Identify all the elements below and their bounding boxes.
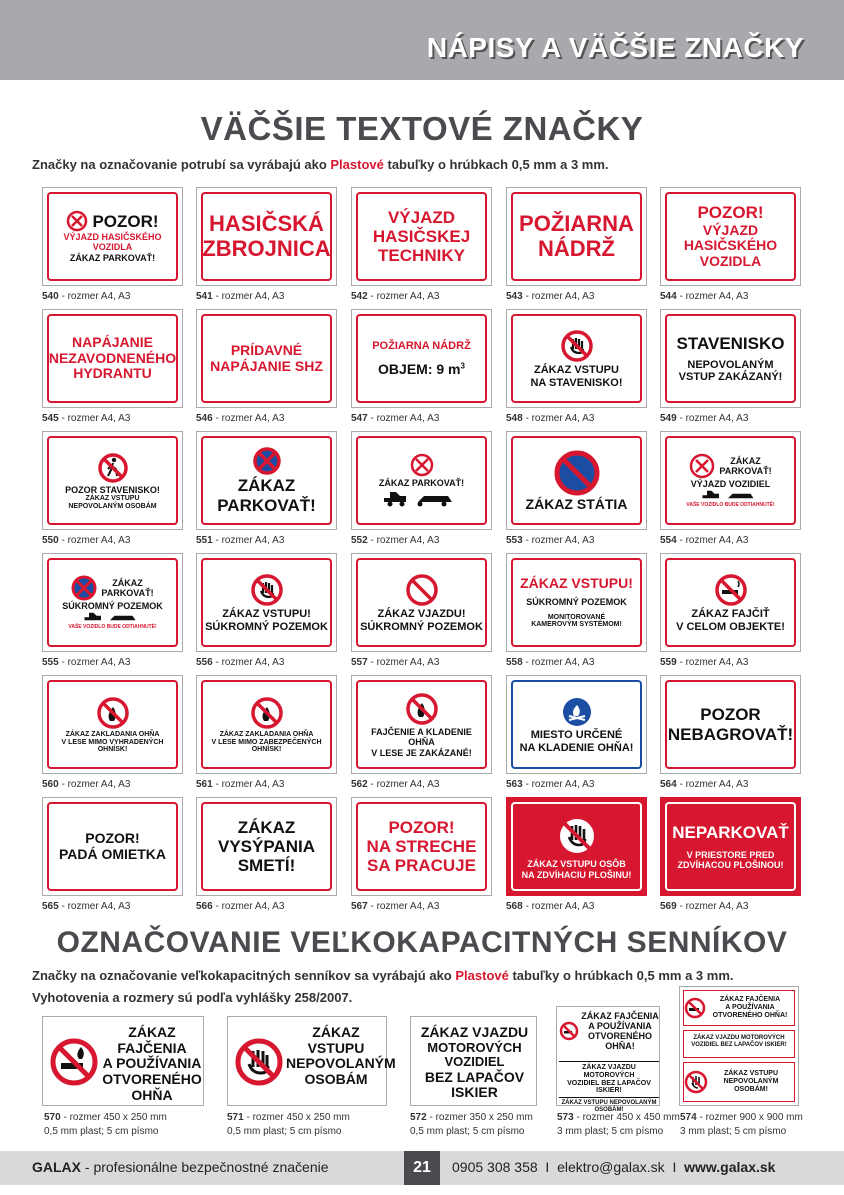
sign-571: ZÁKAZ VSTUPU NEPOVOLANÝM OSOBÁM [227,1016,387,1106]
caption-560: 560 - rozmer A4, A3 [42,779,131,790]
no-entry-icon [405,573,439,607]
sign-545: NAPÁJANIE NEZAVODNENÉHO HYDRANTU [42,309,183,408]
sign-573: ZÁKAZ FAJČENIA A POUŽÍVANIA OTVORENÉHO OHŇA! ZÁKAZ VJAZDU MOTOROVÝCH VOZIDIEL BEZ LAPAČOV ISKIER! ZÁKAZ VSTUPU NEPOVOLANÝM OSOBÁM! [556,1006,660,1106]
sign-560: ZÁKAZ ZAKLADANIA OHŇA V LESE MIMO VYHRADENÝCH OHNÍSK! [42,675,183,774]
caption-567: 567 - rozmer A4, A3 [351,901,440,912]
caption-549: 549 - rozmer A4, A3 [660,413,749,424]
no-parking-icon [71,575,97,601]
no-entry-hand-icon [555,814,599,858]
sign-564: POZOR NEBAGROVAŤ! [660,675,801,774]
caption-565: 565 - rozmer A4, A3 [42,901,131,912]
no-entry-hand-icon [560,329,594,363]
sign-555: ZÁKAZ PARKOVAŤ! SÚKROMNÝ POZEMOK VAŠE VOZIDLO BUDE ODTIAHNUTÉ! [42,553,183,652]
caption-542: 542 - rozmer A4, A3 [351,291,440,302]
tow-truck-icon [701,490,761,502]
caption-562: 562 - rozmer A4, A3 [351,779,440,790]
caption-550: 550 - rozmer A4, A3 [42,535,131,546]
caption-571: 571 - rozmer 450 x 250 mm 0,5 mm plast; 5 cm písmo [227,1112,350,1137]
caption-544: 544 - rozmer A4, A3 [660,291,749,302]
sign-551: ZÁKAZ PARKOVAŤ! [196,431,337,530]
sign-557: ZÁKAZ VJAZDU! SÚKROMNÝ POZEMOK [351,553,492,652]
sign-561: ZÁKAZ ZAKLADANIA OHŇA V LESE MIMO ZABEZPEČENÝCH OHNÍSK! [196,675,337,774]
caption-541: 541 - rozmer A4, A3 [196,291,285,302]
no-entry-icon [66,210,88,232]
phone-number: 0905 308 358 [452,1159,538,1175]
caption-543: 543 - rozmer A4, A3 [506,291,595,302]
sign-544: POZOR! VÝJAZD HASIČSKÉHO VOZIDLA [660,187,801,286]
no-entry-hand-icon [234,1037,284,1087]
sign-543: POŽIARNA NÁDRŽ [506,187,647,286]
caption-556: 556 - rozmer A4, A3 [196,657,285,668]
footer-brand: GALAX - profesionálne bezpečnostné značenie [32,1159,329,1175]
section-title-hay-barns: OZNAČOVANIE VEĽKOKAPACITNÝCH SENNÍKOV [56,926,788,959]
caption-566: 566 - rozmer A4, A3 [196,901,285,912]
no-smoking-icon [714,573,748,607]
sign-567: POZOR! NA STRECHE SA PRACUJE [351,797,492,896]
sign-572: ZÁKAZ VJAZDU MOTOROVÝCH VOZIDIEL BEZ LAPAČOV ISKIER [410,1016,537,1106]
caption-555: 555 - rozmer A4, A3 [42,657,131,668]
caption-564: 564 - rozmer A4, A3 [660,779,749,790]
desc-text: Značky na označovanie potrubí sa vyrábajú ako [32,157,331,172]
sign-556: ZÁKAZ VSTUPU! SÚKROMNÝ POZEMOK [196,553,337,652]
no-entry-hand-icon [684,1070,708,1094]
sign-547: POŽIARNA NÁDRŽ OBJEM: 9 $m^3$ [351,309,492,408]
no-open-flame-icon [250,696,284,730]
no-smoking-icon [559,1021,579,1041]
sign-570: ZÁKAZ FAJČENIA A POUŽÍVANIA OTVORENÉHO OHŇA [42,1016,204,1106]
no-entry-hand-icon [250,573,284,607]
sign-562: FAJČENIE A KLADENIE OHŇA V LESE JE ZAKÁZANÉ! [351,675,492,774]
sign-553: ZÁKAZ STÁTIA [506,431,647,530]
caption-558: 558 - rozmer A4, A3 [506,657,595,668]
sign-563: MIESTO URČENÉ NA KLADENIE OHŇA! [506,675,647,774]
no-stopping-icon [410,453,434,477]
sign-565: POZOR! PADÁ OMIETKA [42,797,183,896]
caption-561: 561 - rozmer A4, A3 [196,779,285,790]
no-pedestrian-icon [97,452,129,484]
no-open-flame-icon [96,696,130,730]
caption-552: 552 - rozmer A4, A3 [351,535,440,546]
caption-572: 572 - rozmer 350 x 250 mm 0,5 mm plast; 5 cm písmo [410,1112,533,1137]
caption-547: 547 - rozmer A4, A3 [351,413,440,424]
footer [0,1151,844,1185]
caption-545: 545 - rozmer A4, A3 [42,413,131,424]
sign-559: ZÁKAZ FAJČIŤ V CELOM OBJEKTE! [660,553,801,652]
page-number: 21 [404,1151,440,1185]
sign-542: VÝJAZD HASIČSKEJ TECHNIKY [351,187,492,286]
no-waiting-icon [554,450,600,496]
sign-568: ZÁKAZ VSTUPU OSÔB NA ZDVÍHACIU PLOŠINU! [506,797,647,896]
sign-540: POZOR! VÝJAZD HASIČSKÉHO VOZIDLA ZÁKAZ PARKOVAŤ! [42,187,183,286]
caption-548: 548 - rozmer A4, A3 [506,413,595,424]
caption-540: 540 - rozmer A4, A3 [42,291,131,302]
website-link[interactable]: www.galax.sk [684,1159,776,1175]
sign-566: ZÁKAZ VYSÝPANIA SMETÍ! [196,797,337,896]
section-title-signs: VÄČŠIE TEXTOVÉ ZNAČKY [200,110,644,147]
sign-550: POZOR STAVENISKO! ZÁKAZ VSTUPU NEPOVOLANÝM OSOBÁM [42,431,183,530]
caption-570: 570 - rozmer 450 x 250 mm 0,5 mm plast; 5 cm písmo [44,1112,167,1137]
caption-569: 569 - rozmer A4, A3 [660,901,749,912]
caption-573: 573 - rozmer 450 x 450 mm 3 mm plast; 5 cm písmo [557,1112,680,1137]
caption-557: 557 - rozmer A4, A3 [351,657,440,668]
caption-551: 551 - rozmer A4, A3 [196,535,285,546]
sign-552: ZÁKAZ PARKOVAŤ! [351,431,492,530]
caption-563: 563 - rozmer A4, A3 [506,779,595,790]
sign-554: ZÁKAZ PARKOVAŤ! VÝJAZD VOZIDIEL VAŠE VOZIDLO BUDE ODTIAHNUTÉ! [660,431,801,530]
section2-description: Značky na označovanie veľkokapacitných senníkov sa vyrábajú ako Plastové tabuľky o hrúbkach 0,5 mm a 3 mm. [32,968,734,983]
header-bar [0,0,844,80]
desc-highlight: Plastové [330,157,384,172]
sign-569: NEPARKOVAŤ V PRIESTORE PRED ZDVÍHACOU PLOŠINOU! [660,797,801,896]
desc-text-end: tabuľky o hrúbkach 0,5 mm a 3 mm. [383,157,609,172]
no-smoking-icon [684,997,706,1019]
campfire-allowed-icon [561,696,593,728]
sign-558: ZÁKAZ VSTUPU! SÚKROMNÝ POZEMOK MONITOROVANÉ KAMEROVÝM SYSTÉMOM! [506,553,647,652]
tow-truck-icon [382,490,462,508]
sign-548: ZÁKAZ VSTUPU NA STAVENISKO! [506,309,647,408]
no-smoking-flame-icon [49,1037,99,1087]
sign-546: PRÍDAVNÉ NAPÁJANIE SHZ [196,309,337,408]
sign-574: ZÁKAZ FAJČENIA A POUŽÍVANIA OTVORENÉHO OHŇA! ZÁKAZ VJAZDU MOTOROVÝCH VOZIDIEL BEZ LAPAČOV ISKIER! ZÁKAZ VSTUPU NEPOVOLANÝM OSOBÁM! [679,986,799,1106]
sign-541: HASIČSKÁ ZBROJNICA [196,187,337,286]
footer-contact: 0905 308 358 I elektro@galax.sk I www.galax.sk [452,1159,776,1175]
caption-568: 568 - rozmer A4, A3 [506,901,595,912]
section2-regulation: Vyhotovenia a rozmery sú podľa vyhlášky 258/2007. [32,990,353,1005]
no-smoking-flame-icon [405,692,439,726]
caption-546: 546 - rozmer A4, A3 [196,413,285,424]
caption-574: 574 - rozmer 900 x 900 mm 3 mm plast; 5 cm písmo [680,1112,803,1137]
no-parking-icon [253,447,281,475]
caption-554: 554 - rozmer A4, A3 [660,535,749,546]
no-stopping-icon [689,453,715,479]
desc-highlight: Plastové [455,968,509,983]
caption-553: 553 - rozmer A4, A3 [506,535,595,546]
header-title: NÁPISY A VÄČŠIE ZNAČKY [426,32,804,63]
section-description [32,157,609,172]
tow-truck-icon [83,612,143,624]
sign-549: STAVENISKO NEPOVOLANÝM VSTUP ZAKÁZANÝ! [660,309,801,408]
caption-559: 559 - rozmer A4, A3 [660,657,749,668]
email-link[interactable]: elektro@galax.sk [557,1159,665,1175]
